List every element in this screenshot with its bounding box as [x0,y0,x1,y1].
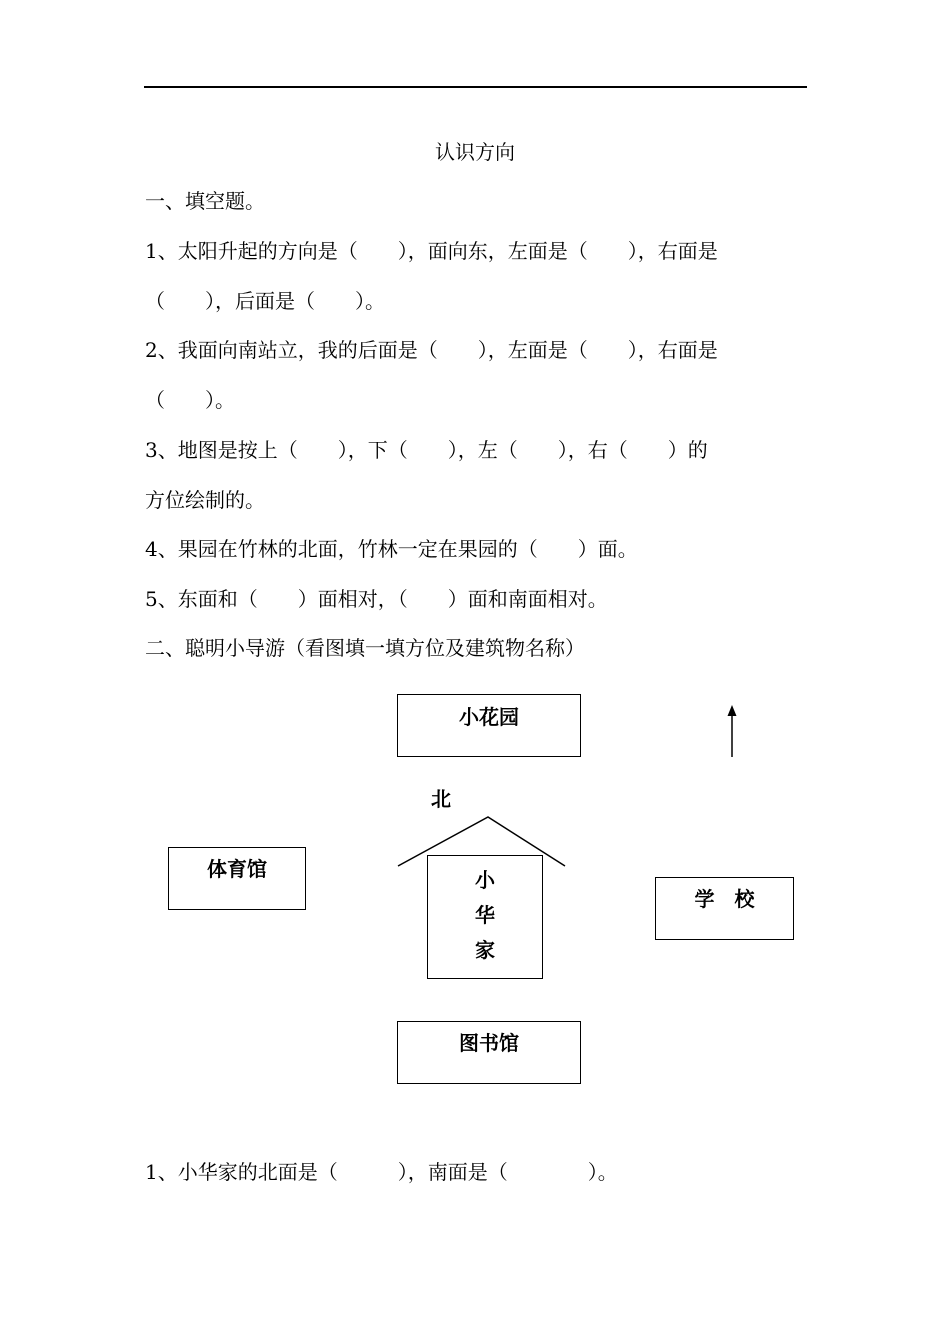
question-2-line-2: （ ）。 [145,388,235,412]
school-label: 学 校 [694,887,755,911]
home-label [427,863,543,968]
page-title: 认识方向 [435,140,515,164]
question-5: 5、东面和（ ）面相对，（ ）面和南面相对。 [145,587,608,611]
question-1-line-2: （ ），后面是（ ）。 [145,289,385,313]
question-1-line-1: 1、太阳升起的方向是（ ），面向东，左面是（ ），右面是 [145,239,718,263]
north-arrow-head [728,705,737,716]
library-label: 图书馆 [459,1031,519,1055]
question-2-line-1: 2、我面向南站立，我的后面是（ ），左面是（ ），右面是 [145,338,718,362]
garden-label: 小花园 [459,705,519,729]
home-char-2: 华 [475,903,495,927]
north-label: 北 [431,787,451,811]
home-char-3: 家 [475,938,495,962]
section2-question-1: 1、小华家的北面是（ ），南面是（ ）。 [145,1160,618,1184]
home-char-1: 小 [475,868,495,892]
question-4: 4、果园在竹林的北面，竹林一定在果园的（ ）面。 [145,537,638,561]
question-3-line-2: 方位绘制的。 [145,488,265,512]
gym-label: 体育馆 [207,857,267,881]
section2-heading: 二、聪明小导游（看图填一填方位及建筑物名称） [145,636,585,660]
question-3-line-1: 3、地图是按上（ ），下（ ），左（ ），右（ ）的 [145,438,708,462]
section1-heading: 一、填空题。 [145,189,265,213]
